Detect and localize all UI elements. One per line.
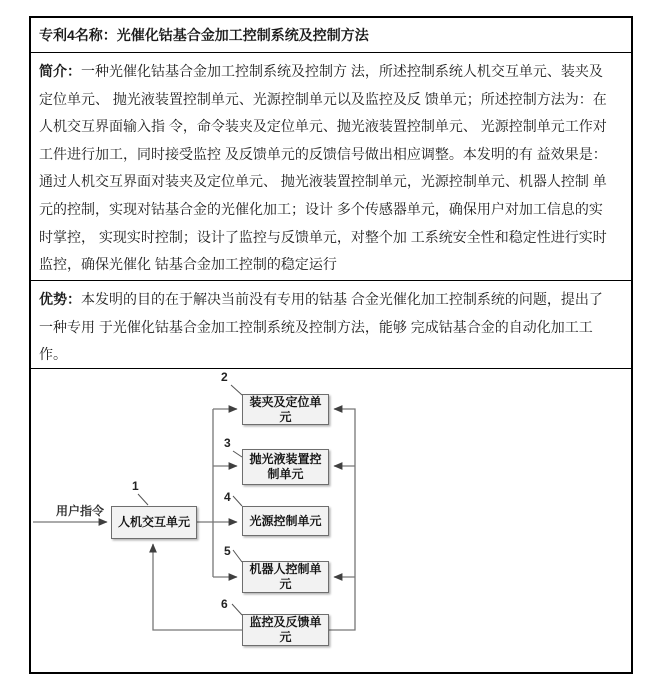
intro-line-text: 一种光催化钴基合金加工控制系统及控制方 法，所述控制系统人机交互单元、装夹及 bbox=[81, 63, 603, 79]
diagram-node-number-2: 2 bbox=[221, 370, 228, 384]
intro-line: 人机交互界面输入指 令，命令装夹及定位单元、抛光液装置控制单元、 光源控制单元工作对 bbox=[39, 118, 607, 135]
advantage-line: 一种专用 于光催化钴基合金加工控制系统及控制方法，能够 完成钴基合金的自动化加工工 bbox=[39, 318, 593, 335]
diagram-node-light-source-control: 光源控制单元 bbox=[242, 506, 329, 536]
intro-line: 工件进行加工，同时接受监控 及反馈单元的反馈信号做出相应调整。本发明的有 益效果是： bbox=[39, 145, 607, 162]
patent-title-label: 专利4名称： bbox=[39, 27, 117, 43]
intro-line: 通过人机交互界面对装夹及定位单元、 抛光液装置控制单元，光源控制单元、机器人控制 单 bbox=[39, 173, 607, 190]
advantage-label: 优势： bbox=[39, 291, 81, 307]
patent-title-row bbox=[31, 18, 631, 52]
intro-line bbox=[39, 58, 623, 86]
intro-section bbox=[31, 52, 631, 280]
diagram-node-number-6: 6 bbox=[221, 597, 228, 611]
diagram-node-robot-control: 机器人控制单元 bbox=[242, 561, 329, 593]
advantage-line-text: 本发明的目的在于解决当前没有专用的钴基 合金光催化加工控制系统的问题，提出了 bbox=[81, 291, 603, 307]
advantage-line bbox=[39, 286, 623, 314]
advantage-line: 作。 bbox=[39, 346, 67, 363]
intro-line: 时掌控， 实现实时控制；设计了监控与反馈单元，对整个加 工系统安全性和稳定性进行实时 bbox=[39, 228, 607, 245]
intro-line: 定位单元、 抛光液装置控制单元、光源控制单元以及监控及反 馈单元；所述控制方法为：在 bbox=[39, 90, 607, 107]
diagram-node-human-machine-interaction: 人机交互单元 bbox=[111, 506, 197, 539]
patent-title-text: 光催化钴基合金加工控制系统及控制方法 bbox=[116, 27, 369, 43]
diagram-node-number-1: 1 bbox=[132, 479, 139, 493]
intro-line: 元的控制，实现对钴基合金的光催化加工；设计 多个传感器单元，确保用户对加工信息的实 bbox=[39, 200, 603, 217]
patent-table bbox=[29, 16, 633, 674]
figure-row bbox=[31, 368, 631, 672]
patent-figure bbox=[31, 369, 631, 672]
diagram-input-label: 用户指令 bbox=[56, 504, 105, 518]
diagram-node-clamping-positioning: 装夹及定位单元 bbox=[242, 394, 329, 425]
intro-label: 简介： bbox=[39, 63, 81, 79]
diagram-node-number-4: 4 bbox=[224, 490, 231, 504]
diagram-node-number-5: 5 bbox=[224, 544, 231, 558]
diagram-node-polishing-liquid-control: 抛光液装置控制单元 bbox=[242, 449, 329, 485]
advantage-section bbox=[31, 280, 631, 368]
diagram-node-monitoring-feedback: 监控及反馈单元 bbox=[242, 614, 329, 646]
diagram-node-number-3: 3 bbox=[224, 436, 231, 450]
intro-line: 监控，确保光催化 钴基合金加工控制的稳定运行 bbox=[39, 256, 337, 273]
